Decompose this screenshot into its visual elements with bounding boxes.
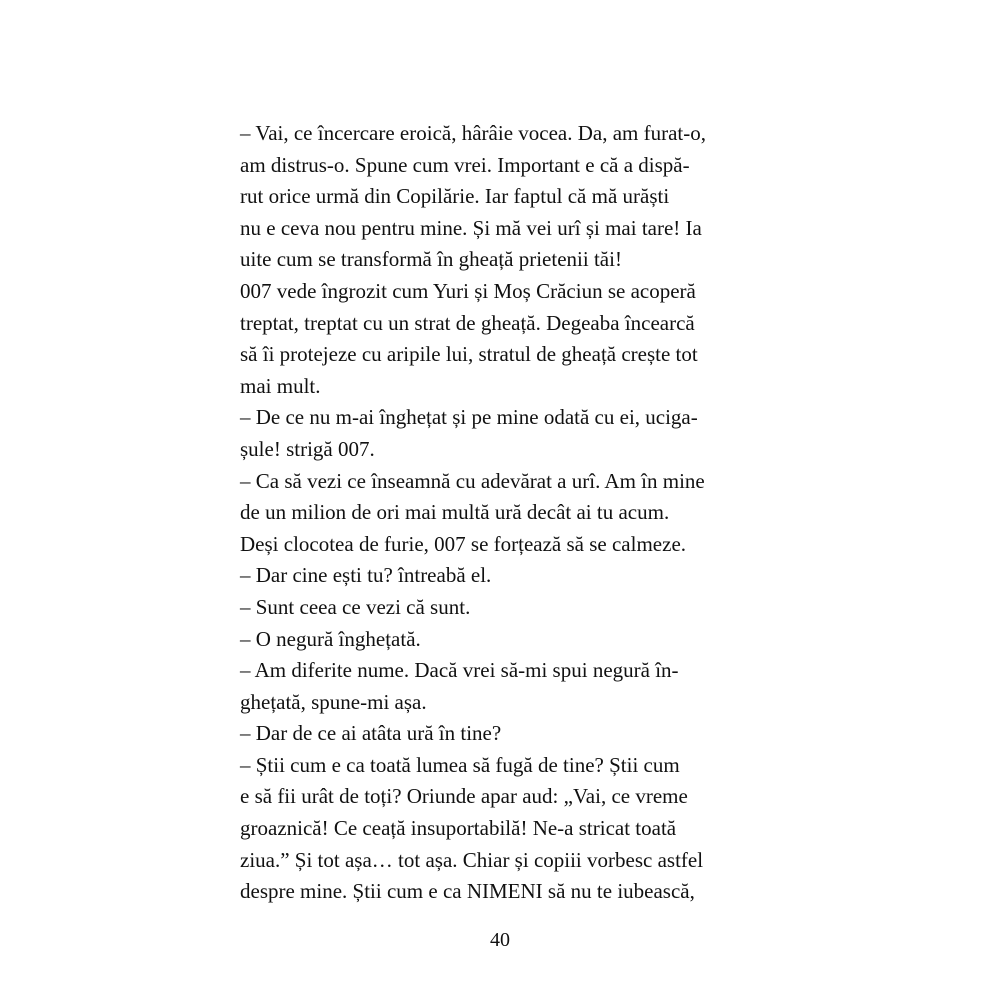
text-line: – De ce nu m-ai înghețat și pe mine odată cu ei, uciga- (240, 405, 698, 430)
text-line: – Știi cum e ca toată lumea să fugă de tine? Știi cum (240, 752, 680, 777)
text-line: mai mult. (240, 373, 321, 398)
text-line: uite cum se transformă în gheață prietenii tăi! (240, 247, 622, 272)
text-line: am distrus-o. Spune cum vrei. Important e că a dispă- (240, 152, 690, 177)
text-line: treptat, treptat cu un strat de gheață. Degeaba încearcă (240, 310, 695, 335)
text-line: – Dar de ce ai atâta ură în tine? (240, 721, 502, 746)
text-line: e să fii urât de toți? Oriunde apar aud: „Vai, ce vreme (240, 784, 688, 809)
text-line: – O negură înghețată. (240, 626, 421, 651)
text-line: groaznică! Ce ceață insuportabilă! Ne-a stricat toată (240, 816, 677, 841)
text-line: Deși clocotea de furie, 007 se forțează să se calmeze. (240, 531, 687, 556)
text-line: să îi protejeze cu aripile lui, stratul de gheață crește tot (240, 342, 698, 367)
body-text (240, 118, 780, 908)
text-line: 007 vede îngrozit cum Yuri și Moș Crăciun se acoperă (240, 278, 696, 303)
text-line: rut orice urmă din Copilărie. Iar faptul că mă urăști (240, 184, 670, 209)
text-line: – Vai, ce încercare eroică, hârâie vocea. Da, am furat-o, (240, 121, 706, 145)
text-line: șule! strigă 007. (240, 436, 375, 461)
text-line: – Dar cine ești tu? întreabă el. (240, 563, 492, 588)
text-line: – Am diferite nume. Dacă vrei să-mi spui negură în- (240, 658, 679, 683)
text-line: nu e ceva nou pentru mine. Și mă vei urî și mai tare! Ia (240, 215, 702, 240)
text-line: – Ca să vezi ce înseamnă cu adevărat a urî. Am în mine (240, 468, 705, 493)
text-line: despre mine. Știi cum e ca NIMENI să nu te iubească, (240, 879, 695, 904)
page-number: 40 (490, 929, 510, 951)
text-line: – Sunt ceea ce vezi că sunt. (240, 594, 471, 619)
text-line: ziua.” Și tot așa… tot așa. Chiar și copiii vorbesc astfel (240, 847, 704, 872)
text-line: de un milion de ori mai multă ură decât ai tu acum. (240, 500, 670, 525)
text-line: ghețată, spune-mi așa. (240, 689, 427, 714)
